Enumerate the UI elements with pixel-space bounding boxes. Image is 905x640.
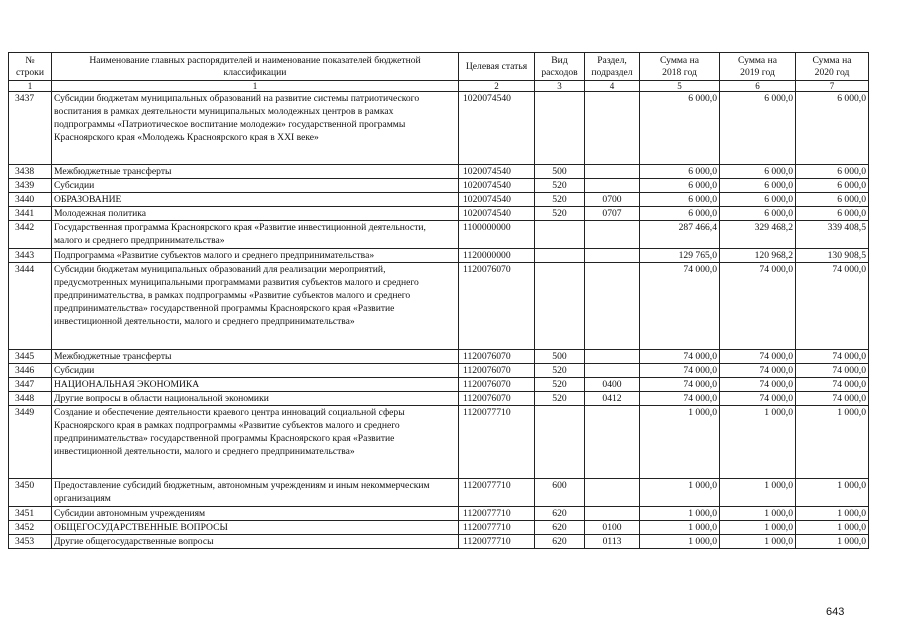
row-expense-type (535, 92, 585, 165)
row-name: Субсидии (52, 179, 459, 193)
row-number: 3449 (9, 406, 52, 479)
page-number: 643 (826, 606, 845, 618)
row-sum-2020: 74 000,0 (796, 392, 869, 406)
column-index: 1 (9, 81, 52, 92)
column-index: 7 (796, 81, 869, 92)
table-row (9, 406, 869, 479)
table-row (9, 535, 869, 549)
row-number: 3453 (9, 535, 52, 549)
row-section: 0400 (585, 378, 640, 392)
row-sum-2018: 6 000,0 (640, 165, 720, 179)
table-body (9, 92, 869, 549)
row-sum-2018: 6 000,0 (640, 207, 720, 221)
row-number: 3444 (9, 263, 52, 350)
row-target-code: 1120000000 (459, 249, 535, 263)
row-section: 0113 (585, 535, 640, 549)
row-target-code: 1020074540 (459, 92, 535, 165)
row-name: Предоставление субсидий бюджетным, автономным учреждениям и иным некоммерческим организациям (52, 479, 459, 507)
table-row (9, 378, 869, 392)
row-target-code: 1120077710 (459, 406, 535, 479)
column-index: 5 (640, 81, 720, 92)
row-name: Субсидии бюджетам муниципальных образований для реализации мероприятий, предусмотренных муниципальными программами развития субъектов малого и среднего предпринимательства, в рамках подпрограммы «Развитие субъектов малого и среднего предпринимательства» государственной программы Красноярского края «Развитие инвестиционной деятельности, малого и среднего предпринимательства» (52, 263, 459, 350)
row-number: 3445 (9, 350, 52, 364)
header-expense-type: Вид расходов (535, 53, 585, 81)
row-expense-type: 520 (535, 179, 585, 193)
row-name: НАЦИОНАЛЬНАЯ ЭКОНОМИКА (52, 378, 459, 392)
table-row (9, 479, 869, 507)
row-number: 3439 (9, 179, 52, 193)
table-row (9, 193, 869, 207)
row-sum-2019: 6 000,0 (720, 179, 796, 193)
row-sum-2018: 74 000,0 (640, 364, 720, 378)
row-section: 0700 (585, 193, 640, 207)
row-section (585, 479, 640, 507)
table-row (9, 364, 869, 378)
row-number: 3448 (9, 392, 52, 406)
row-target-code: 1020074540 (459, 207, 535, 221)
row-sum-2018: 287 466,4 (640, 221, 720, 249)
row-number: 3437 (9, 92, 52, 165)
row-sum-2018: 74 000,0 (640, 350, 720, 364)
row-sum-2020: 339 408,5 (796, 221, 869, 249)
row-sum-2020: 6 000,0 (796, 207, 869, 221)
row-number: 3450 (9, 479, 52, 507)
row-expense-type: 500 (535, 165, 585, 179)
table-row (9, 350, 869, 364)
row-sum-2018: 1 000,0 (640, 406, 720, 479)
column-index-row (9, 81, 869, 92)
row-number: 3443 (9, 249, 52, 263)
row-sum-2020: 6 000,0 (796, 193, 869, 207)
row-sum-2018: 74 000,0 (640, 392, 720, 406)
row-sum-2019: 1 000,0 (720, 521, 796, 535)
row-target-code: 1120077710 (459, 535, 535, 549)
row-sum-2019: 74 000,0 (720, 263, 796, 350)
row-number: 3446 (9, 364, 52, 378)
row-target-code: 1120076070 (459, 350, 535, 364)
row-section (585, 350, 640, 364)
row-sum-2019: 74 000,0 (720, 378, 796, 392)
row-sum-2018: 129 765,0 (640, 249, 720, 263)
row-expense-type: 520 (535, 378, 585, 392)
row-sum-2020: 6 000,0 (796, 92, 869, 165)
row-sum-2018: 6 000,0 (640, 179, 720, 193)
row-sum-2018: 6 000,0 (640, 193, 720, 207)
header-row-number: № строки (9, 53, 52, 81)
row-expense-type: 520 (535, 392, 585, 406)
row-sum-2019: 6 000,0 (720, 165, 796, 179)
row-target-code: 1120076070 (459, 364, 535, 378)
row-expense-type: 500 (535, 350, 585, 364)
row-number: 3451 (9, 507, 52, 521)
header-sum-2020: Сумма на 2020 год (796, 53, 869, 81)
table-row (9, 507, 869, 521)
row-sum-2019: 1 000,0 (720, 507, 796, 521)
row-sum-2020: 1 000,0 (796, 479, 869, 507)
row-sum-2019: 120 968,2 (720, 249, 796, 263)
table-row (9, 392, 869, 406)
row-name: ОБЩЕГОСУДАРСТВЕННЫЕ ВОПРОСЫ (52, 521, 459, 535)
row-name: Субсидии (52, 364, 459, 378)
row-sum-2020: 1 000,0 (796, 406, 869, 479)
row-sum-2020: 6 000,0 (796, 165, 869, 179)
row-sum-2018: 74 000,0 (640, 263, 720, 350)
table-row (9, 263, 869, 350)
table-row (9, 179, 869, 193)
row-sum-2019: 74 000,0 (720, 350, 796, 364)
table-row (9, 221, 869, 249)
row-expense-type (535, 263, 585, 350)
row-expense-type: 620 (535, 521, 585, 535)
row-sum-2018: 74 000,0 (640, 378, 720, 392)
row-number: 3441 (9, 207, 52, 221)
row-sum-2020: 74 000,0 (796, 350, 869, 364)
row-sum-2020: 74 000,0 (796, 378, 869, 392)
table-row (9, 92, 869, 165)
row-sum-2018: 1 000,0 (640, 535, 720, 549)
row-section (585, 221, 640, 249)
row-name: Молодежная политика (52, 207, 459, 221)
row-sum-2020: 1 000,0 (796, 521, 869, 535)
row-sum-2019: 6 000,0 (720, 207, 796, 221)
row-sum-2019: 74 000,0 (720, 364, 796, 378)
row-section (585, 179, 640, 193)
row-name: Подпрограмма «Развитие субъектов малого и среднего предпринимательства» (52, 249, 459, 263)
row-name: Субсидии бюджетам муниципальных образований на развитие системы патриотического воспитания в рамках деятельности муниципальных молодежных центров в рамках подпрограммы «Патриотическое воспитание молодежи» государственной программы Красноярского края «Молодежь Красноярского края в XXI веке» (52, 92, 459, 165)
row-expense-type (535, 221, 585, 249)
table-row (9, 207, 869, 221)
row-name: Межбюджетные трансферты (52, 350, 459, 364)
row-target-code: 1120077710 (459, 521, 535, 535)
row-expense-type (535, 406, 585, 479)
column-index: 4 (585, 81, 640, 92)
row-number: 3438 (9, 165, 52, 179)
row-name: Государственная программа Красноярского края «Развитие инвестиционной деятельности, малого и среднего предпринимательства» (52, 221, 459, 249)
row-sum-2020: 74 000,0 (796, 263, 869, 350)
table-row (9, 165, 869, 179)
row-section (585, 507, 640, 521)
row-name: Создание и обеспечение деятельности краевого центра инноваций социальной сферы Красноярского края в рамках подпрограммы «Развитие субъектов малого и среднего предпринимательства» государственной программы Красноярского края «Развитие инвестиционной деятельности, малого и среднего предпринимательства» (52, 406, 459, 479)
row-section (585, 364, 640, 378)
row-name: Межбюджетные трансферты (52, 165, 459, 179)
row-target-code: 1100000000 (459, 221, 535, 249)
row-name: ОБРАЗОВАНИЕ (52, 193, 459, 207)
column-index: 1 (52, 81, 459, 92)
row-name: Другие вопросы в области национальной экономики (52, 392, 459, 406)
row-sum-2019: 1 000,0 (720, 406, 796, 479)
row-sum-2019: 1 000,0 (720, 479, 796, 507)
row-section: 0100 (585, 521, 640, 535)
row-sum-2019: 329 468,2 (720, 221, 796, 249)
row-sum-2020: 6 000,0 (796, 179, 869, 193)
row-target-code: 1120077710 (459, 507, 535, 521)
row-section (585, 92, 640, 165)
column-index: 2 (459, 81, 535, 92)
row-sum-2020: 1 000,0 (796, 507, 869, 521)
row-number: 3440 (9, 193, 52, 207)
column-index: 3 (535, 81, 585, 92)
row-sum-2020: 74 000,0 (796, 364, 869, 378)
row-sum-2019: 6 000,0 (720, 193, 796, 207)
row-section (585, 249, 640, 263)
table-row (9, 249, 869, 263)
row-number: 3452 (9, 521, 52, 535)
table-row (9, 521, 869, 535)
row-section (585, 165, 640, 179)
row-target-code: 1120076070 (459, 263, 535, 350)
column-index: 6 (720, 81, 796, 92)
row-sum-2019: 74 000,0 (720, 392, 796, 406)
row-target-code: 1120076070 (459, 392, 535, 406)
row-sum-2018: 1 000,0 (640, 479, 720, 507)
row-sum-2020: 130 908,5 (796, 249, 869, 263)
row-expense-type: 520 (535, 193, 585, 207)
row-section (585, 263, 640, 350)
header-row (9, 53, 869, 81)
header-target-code: Целевая статья (459, 53, 535, 81)
header-sum-2018: Сумма на 2018 год (640, 53, 720, 81)
header-section: Раздел, подраздел (585, 53, 640, 81)
row-number: 3442 (9, 221, 52, 249)
row-sum-2019: 1 000,0 (720, 535, 796, 549)
row-target-code: 1020074540 (459, 179, 535, 193)
row-section (585, 406, 640, 479)
row-target-code: 1120077710 (459, 479, 535, 507)
row-expense-type: 520 (535, 207, 585, 221)
row-sum-2018: 1 000,0 (640, 507, 720, 521)
row-expense-type (535, 249, 585, 263)
row-sum-2018: 1 000,0 (640, 521, 720, 535)
row-name: Субсидии автономным учреждениям (52, 507, 459, 521)
row-name: Другие общегосударственные вопросы (52, 535, 459, 549)
row-section: 0707 (585, 207, 640, 221)
row-number: 3447 (9, 378, 52, 392)
row-expense-type: 520 (535, 364, 585, 378)
budget-table (8, 52, 869, 549)
row-expense-type: 620 (535, 535, 585, 549)
row-target-code: 1020074540 (459, 165, 535, 179)
row-sum-2020: 1 000,0 (796, 535, 869, 549)
row-section: 0412 (585, 392, 640, 406)
row-target-code: 1020074540 (459, 193, 535, 207)
row-target-code: 1120076070 (459, 378, 535, 392)
row-expense-type: 620 (535, 507, 585, 521)
row-sum-2018: 6 000,0 (640, 92, 720, 165)
row-expense-type: 600 (535, 479, 585, 507)
header-name: Наименование главных распорядителей и наименование показателей бюджетной классификации (52, 53, 459, 81)
header-sum-2019: Сумма на 2019 год (720, 53, 796, 81)
row-sum-2019: 6 000,0 (720, 92, 796, 165)
